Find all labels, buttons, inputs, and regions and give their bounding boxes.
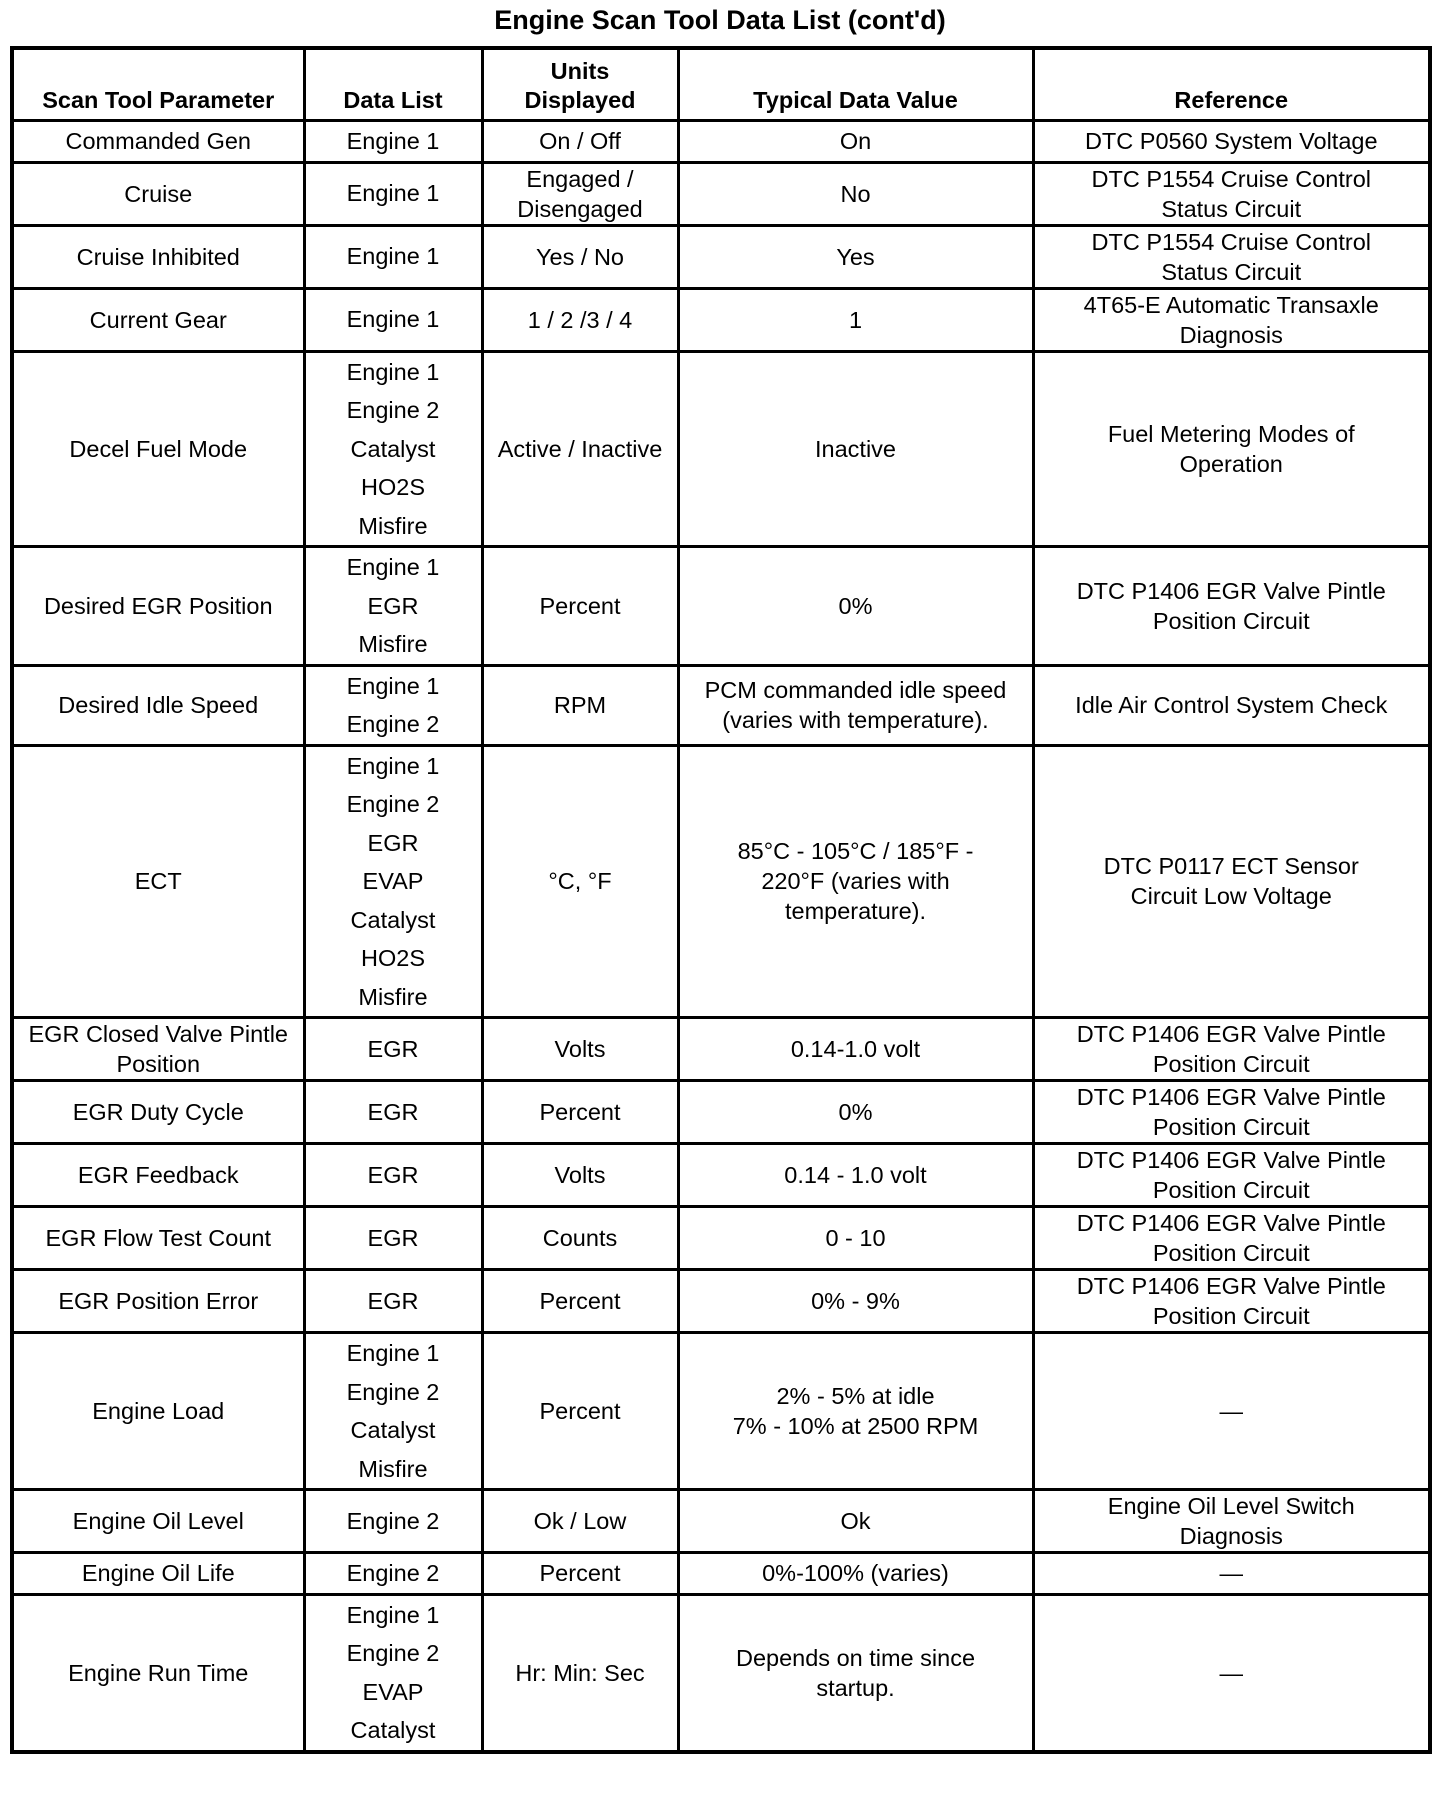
cell-units-text: Volts: [554, 1162, 606, 1188]
cell-parameter-text: EGR Duty Cycle: [72, 1099, 244, 1125]
cell-units: [482, 1144, 678, 1207]
cell-units-text: Percent: [539, 1099, 621, 1125]
cell-units: [482, 288, 678, 351]
cell-parameter: [12, 1270, 304, 1333]
cell-reference-text: —: [1219, 1398, 1243, 1424]
cell-typical-value: [678, 1144, 1033, 1207]
header-row: [12, 48, 1430, 121]
cell-data-list-text: Engine 1: [346, 128, 440, 154]
cell-units-text: Percent: [539, 1398, 621, 1424]
table-row: [12, 1081, 1430, 1144]
cell-data-list-text: Engine 1 Engine 2 EGR EVAP Catalyst HO2S Misfire: [346, 752, 440, 1010]
cell-units: [482, 121, 678, 163]
cell-units-text: Ok / Low: [533, 1508, 627, 1534]
cell-units-text: Percent: [539, 1288, 621, 1314]
cell-reference-text: DTC P1406 EGR Valve Pintle Position Circuit: [1076, 1210, 1386, 1266]
cell-typical-value-text: On: [839, 128, 872, 155]
cell-data-list-text: EGR: [367, 1098, 419, 1125]
cell-data-list: [304, 745, 482, 1018]
cell-reference-text: DTC P1406 EGR Valve Pintle Position Circuit: [1076, 1147, 1386, 1203]
table-row: [12, 162, 1430, 225]
cell-data-list: [304, 1270, 482, 1333]
cell-data-list: [304, 1594, 482, 1752]
cell-parameter: [12, 162, 304, 225]
table-row: [12, 1553, 1430, 1595]
cell-units-text: RPM: [553, 692, 607, 718]
cell-typical-value-text: 0% - 9%: [811, 1288, 900, 1314]
cell-units-text: Counts: [542, 1225, 618, 1251]
scan-tool-table-container: [10, 46, 1428, 1754]
scan-tool-data-table: [10, 46, 1432, 1754]
cell-typical-value-text: 0%: [838, 1099, 873, 1125]
cell-typical-value: [678, 745, 1033, 1018]
table-row: [12, 1270, 1430, 1333]
cell-typical-value: [678, 1490, 1033, 1553]
cell-parameter-text: Desired EGR Position: [43, 592, 273, 619]
cell-parameter: [12, 121, 304, 163]
cell-data-list-text: Engine 1 Engine 2: [346, 672, 440, 737]
cell-units: [482, 162, 678, 225]
cell-reference: [1033, 1594, 1430, 1752]
cell-units: [482, 1553, 678, 1595]
cell-parameter-text: EGR Closed Valve Pintle Position: [28, 1021, 288, 1077]
cell-reference-text: —: [1219, 1560, 1243, 1587]
cell-parameter: [12, 1144, 304, 1207]
cell-reference: [1033, 1553, 1430, 1595]
cell-data-list: [304, 1333, 482, 1490]
cell-parameter-text: EGR Feedback: [77, 1162, 239, 1188]
cell-units: [482, 1081, 678, 1144]
cell-units-text: On / Off: [539, 128, 621, 155]
cell-units-text: °C, °F: [548, 868, 612, 895]
cell-data-list: [304, 1081, 482, 1144]
cell-reference: [1033, 745, 1430, 1018]
cell-units: [482, 1333, 678, 1490]
cell-typical-value-text: 0 - 10: [825, 1225, 886, 1251]
header-typical-data-value: Typical Data Value: [678, 48, 1033, 121]
cell-data-list-text: Engine 1 Engine 2 Catalyst HO2S Misfire: [346, 358, 440, 539]
cell-reference: [1033, 288, 1430, 351]
cell-typical-value: [678, 288, 1033, 351]
cell-units-text: Hr: Min: Sec: [515, 1659, 645, 1686]
cell-typical-value-text: PCM commanded idle speed (varies with temperature).: [704, 677, 1007, 733]
cell-typical-value-text: 0%: [838, 592, 873, 619]
cell-reference-text: DTC P0560 System Voltage: [1084, 128, 1378, 155]
header-reference: Reference: [1033, 48, 1430, 121]
table-row: [12, 745, 1430, 1018]
cell-units: [482, 665, 678, 745]
cell-typical-value-text: 0%-100% (varies): [762, 1560, 949, 1587]
cell-units: [482, 745, 678, 1018]
cell-parameter-text: Current Gear: [89, 306, 227, 333]
cell-units-text: Active / Inactive: [497, 435, 663, 462]
cell-reference-text: DTC P1406 EGR Valve Pintle Position Circuit: [1076, 577, 1386, 634]
cell-reference-text: —: [1219, 1659, 1243, 1686]
table-row: [12, 547, 1430, 666]
cell-parameter-text: Decel Fuel Mode: [69, 435, 248, 462]
cell-typical-value: [678, 1333, 1033, 1490]
header-data-list: Data List: [304, 48, 482, 121]
header-scan-tool-parameter: Scan Tool Parameter: [12, 48, 304, 121]
cell-reference-text: DTC P1406 EGR Valve Pintle Position Circuit: [1076, 1273, 1386, 1329]
cell-units-text: Engaged / Disengaged: [517, 165, 643, 222]
cell-reference-text: Fuel Metering Modes of Operation: [1107, 420, 1355, 477]
cell-parameter: [12, 351, 304, 547]
cell-parameter-text: Cruise: [124, 180, 193, 207]
cell-data-list: [304, 665, 482, 745]
cell-reference: [1033, 225, 1430, 288]
cell-reference-text: 4T65-E Automatic Transaxle Diagnosis: [1083, 291, 1379, 348]
cell-parameter: [12, 1081, 304, 1144]
cell-units-text: Yes / No: [536, 243, 624, 270]
cell-parameter: [12, 1594, 304, 1752]
cell-parameter-text: Engine Load: [92, 1398, 225, 1424]
cell-units-text: Percent: [539, 1560, 621, 1587]
cell-parameter-text: Desired Idle Speed: [58, 692, 259, 718]
cell-parameter: [12, 1333, 304, 1490]
cell-typical-value: [678, 1018, 1033, 1081]
cell-data-list-text: Engine 1 Engine 2 EVAP Catalyst: [346, 1601, 440, 1743]
cell-data-list-text: Engine 2: [346, 1560, 440, 1586]
cell-typical-value: [678, 225, 1033, 288]
cell-parameter: [12, 665, 304, 745]
cell-typical-value-text: Depends on time since startup.: [735, 1644, 976, 1701]
cell-units: [482, 1207, 678, 1270]
cell-data-list-text: EGR: [367, 1287, 419, 1314]
cell-typical-value: [678, 1081, 1033, 1144]
cell-typical-value: [678, 162, 1033, 225]
table-header: [12, 48, 1430, 121]
cell-reference-text: DTC P1406 EGR Valve Pintle Position Circuit: [1076, 1084, 1386, 1140]
cell-reference: [1033, 1490, 1430, 1553]
cell-parameter-text: Engine Oil Life: [81, 1560, 235, 1587]
cell-typical-value-text: Ok: [840, 1508, 871, 1534]
cell-data-list: [304, 1553, 482, 1595]
cell-typical-value-text: 0.14 - 1.0 volt: [784, 1162, 927, 1188]
table-row: [12, 225, 1430, 288]
cell-units-text: Volts: [554, 1036, 606, 1062]
cell-parameter-text: Engine Run Time: [68, 1659, 249, 1686]
cell-typical-value-text: Inactive: [815, 435, 896, 462]
cell-typical-value: [678, 1270, 1033, 1333]
cell-reference: [1033, 1270, 1430, 1333]
cell-data-list: [304, 1144, 482, 1207]
cell-data-list-text: Engine 1: [346, 306, 440, 333]
cell-reference-text: DTC P1554 Cruise Control Status Circuit: [1091, 228, 1371, 285]
cell-parameter: [12, 1553, 304, 1595]
cell-reference: [1033, 162, 1430, 225]
header-units-displayed: Units Displayed: [482, 48, 678, 121]
table-row: [12, 1207, 1430, 1270]
cell-typical-value-text: 0.14-1.0 volt: [790, 1036, 921, 1062]
table-row: [12, 121, 1430, 163]
cell-parameter: [12, 547, 304, 666]
cell-typical-value: [678, 1207, 1033, 1270]
cell-reference-text: DTC P1554 Cruise Control Status Circuit: [1091, 165, 1371, 222]
cell-data-list-text: EGR: [367, 1035, 419, 1062]
cell-data-list: [304, 1207, 482, 1270]
cell-parameter: [12, 745, 304, 1018]
cell-data-list-text: Engine 1 Engine 2 Catalyst Misfire: [346, 1340, 440, 1482]
table-row: [12, 1490, 1430, 1553]
cell-units: [482, 547, 678, 666]
cell-reference-text: Engine Oil Level Switch Diagnosis: [1107, 1493, 1355, 1549]
cell-reference: [1033, 1207, 1430, 1270]
cell-data-list: [304, 121, 482, 163]
cell-parameter-text: ECT: [134, 868, 182, 895]
cell-reference: [1033, 665, 1430, 745]
cell-typical-value-text: 1: [848, 306, 863, 333]
cell-units: [482, 1490, 678, 1553]
cell-units: [482, 1594, 678, 1752]
cell-data-list: [304, 162, 482, 225]
table-row: [12, 1333, 1430, 1490]
cell-reference: [1033, 1144, 1430, 1207]
cell-reference-text: Idle Air Control System Check: [1075, 692, 1388, 718]
table-body: [12, 121, 1430, 1752]
cell-parameter-text: EGR Position Error: [58, 1288, 259, 1314]
cell-reference: [1033, 1081, 1430, 1144]
cell-reference-text: DTC P1406 EGR Valve Pintle Position Circuit: [1076, 1021, 1386, 1077]
cell-reference-text: DTC P0117 ECT Sensor Circuit Low Voltage: [1103, 853, 1359, 910]
cell-reference: [1033, 121, 1430, 163]
cell-reference: [1033, 351, 1430, 547]
cell-typical-value-text: 2% - 5% at idle 7% - 10% at 2500 RPM: [732, 1383, 979, 1439]
cell-typical-value-text: Yes: [836, 243, 875, 270]
cell-data-list-text: Engine 2: [346, 1507, 440, 1534]
cell-parameter: [12, 1207, 304, 1270]
cell-parameter: [12, 1490, 304, 1553]
cell-data-list: [304, 351, 482, 547]
cell-typical-value-text: 85°C - 105°C / 185°F - 220°F (varies with temperature).: [737, 838, 974, 925]
cell-data-list-text: Engine 1 EGR Misfire: [346, 554, 440, 657]
cell-data-list: [304, 1490, 482, 1553]
cell-data-list: [304, 225, 482, 288]
cell-parameter-text: Engine Oil Level: [72, 1508, 244, 1534]
cell-typical-value: [678, 121, 1033, 163]
cell-parameter-text: Commanded Gen: [65, 128, 251, 155]
cell-units-text: Percent: [539, 592, 621, 619]
page-title: Engine Scan Tool Data List (cont'd): [494, 5, 946, 35]
cell-reference: [1033, 1018, 1430, 1081]
cell-units-text: 1 / 2 /3 / 4: [527, 306, 633, 333]
cell-typical-value: [678, 665, 1033, 745]
cell-data-list-text: Engine 1: [346, 180, 440, 207]
cell-units: [482, 351, 678, 547]
table-row: [12, 351, 1430, 547]
cell-data-list: [304, 547, 482, 666]
cell-parameter: [12, 225, 304, 288]
table-row: [12, 288, 1430, 351]
table-row: [12, 665, 1430, 745]
table-row: [12, 1018, 1430, 1081]
cell-data-list: [304, 1018, 482, 1081]
cell-units: [482, 225, 678, 288]
cell-units: [482, 1018, 678, 1081]
cell-typical-value: [678, 1553, 1033, 1595]
cell-parameter-text: Cruise Inhibited: [76, 243, 240, 270]
cell-data-list-text: EGR: [367, 1224, 419, 1251]
cell-typical-value: [678, 351, 1033, 547]
cell-typical-value-text: No: [840, 180, 871, 207]
cell-units: [482, 1270, 678, 1333]
cell-data-list-text: Engine 1: [346, 243, 440, 270]
cell-parameter: [12, 288, 304, 351]
cell-reference: [1033, 547, 1430, 666]
cell-data-list: [304, 288, 482, 351]
cell-parameter-text: EGR Flow Test Count: [45, 1225, 271, 1251]
cell-parameter: [12, 1018, 304, 1081]
table-row: [12, 1594, 1430, 1752]
cell-reference: [1033, 1333, 1430, 1490]
table-row: [12, 1144, 1430, 1207]
cell-typical-value: [678, 1594, 1033, 1752]
cell-data-list-text: EGR: [367, 1161, 419, 1188]
cell-typical-value: [678, 547, 1033, 666]
